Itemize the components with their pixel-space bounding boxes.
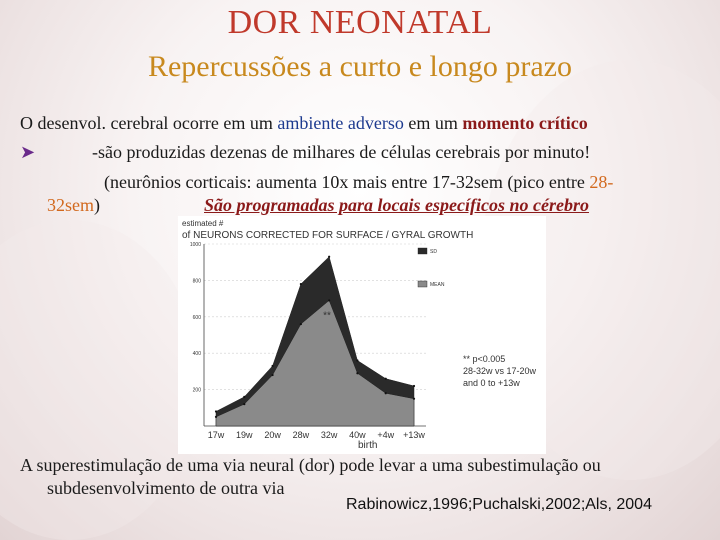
y-tick-label: 800 (192, 278, 201, 285)
intro-mid: em um (403, 113, 463, 133)
legend-mean-label: MEAN (430, 282, 445, 288)
citation-text: Rabinowicz,1996;Puchalski,2002;Als, 2004 (346, 496, 652, 513)
intro-prefix: O desenvol. cerebral ocorre em um (20, 113, 278, 133)
legend-swatch-sd (418, 248, 427, 254)
note-pico-end: 32sem (47, 195, 94, 215)
x-tick-label: 19w (236, 430, 253, 440)
note-close: ) (94, 195, 100, 215)
peak-marker: ** (323, 310, 331, 322)
x-tick-label: +13w (403, 430, 425, 440)
data-point-sd (385, 378, 387, 380)
data-point-sd (243, 396, 245, 398)
data-point-sd (215, 410, 217, 412)
slide-subtitle: Repercussões a curto e longo prazo (147, 50, 572, 83)
y-tick-label: 400 (192, 351, 201, 358)
annotation-line-2: 28-32w vs 17-20w (463, 366, 537, 376)
x-tick-label: 40w (349, 430, 366, 440)
x-tick-label: 20w (264, 430, 281, 440)
data-point-sd (356, 359, 358, 361)
x-tick-label: +4w (377, 430, 395, 440)
data-point-mean (385, 392, 387, 394)
note-line-1 (104, 172, 613, 193)
note-prefix: (neurônios corticais: aumenta 10x mais entre 17-32sem (pico entre (104, 172, 590, 192)
data-point-mean (215, 416, 217, 418)
programadas-text: São programadas para locais específicos no cérebro (204, 195, 589, 215)
y-tick-label: 1000 (189, 242, 201, 248)
data-point-mean (300, 323, 302, 325)
data-point-sd (328, 256, 330, 258)
closing-line-2: subdesenvolvimento de outra via (47, 478, 285, 498)
intro-momento: momento crítico (462, 113, 588, 133)
arrow-bullet-icon: ➤ (20, 142, 36, 162)
series-area-mean (216, 300, 414, 426)
y-tick-label: 600 (192, 314, 201, 321)
x-tick-label: 17w (207, 430, 225, 440)
data-point-mean (243, 403, 245, 405)
neuron-chart (178, 216, 546, 454)
slide-title: DOR NEONATAL (227, 4, 493, 41)
legend-swatch-mean (418, 281, 427, 287)
y-tick-label: 200 (192, 387, 201, 394)
bullet-line: -são produzidas dezenas de milhares de células cerebrais por minuto! (92, 142, 591, 162)
annotation-line-3: and 0 to +13w (463, 378, 520, 388)
data-point-sd (300, 283, 302, 285)
data-point-sd (271, 365, 273, 367)
intro-line (20, 113, 588, 134)
note-pico-start: 28- (589, 172, 614, 192)
annotation-line-1: ** p<0.005 (463, 354, 506, 364)
data-point-mean (328, 299, 330, 301)
data-point-mean (271, 374, 273, 376)
intro-ambiente: ambiente adverso (277, 113, 404, 133)
data-point-sd (413, 385, 415, 387)
closing-line-1: A superestimulação de uma via neural (dor) pode levar a uma subestimulação ou (20, 455, 601, 475)
x-tick-label: 28w (292, 430, 310, 440)
chart-svg (178, 216, 546, 454)
chart-ylabel: estimated # (182, 219, 224, 228)
data-point-mean (356, 372, 358, 374)
data-point-mean (413, 398, 415, 400)
note-line-2 (47, 195, 100, 216)
chart-xlabel: birth (358, 440, 378, 451)
chart-title: of NEURONS CORRECTED FOR SURFACE / GYRAL GROWTH (182, 230, 474, 241)
legend-sd-label: SD (430, 249, 437, 255)
x-tick-label: 32w (320, 430, 338, 440)
